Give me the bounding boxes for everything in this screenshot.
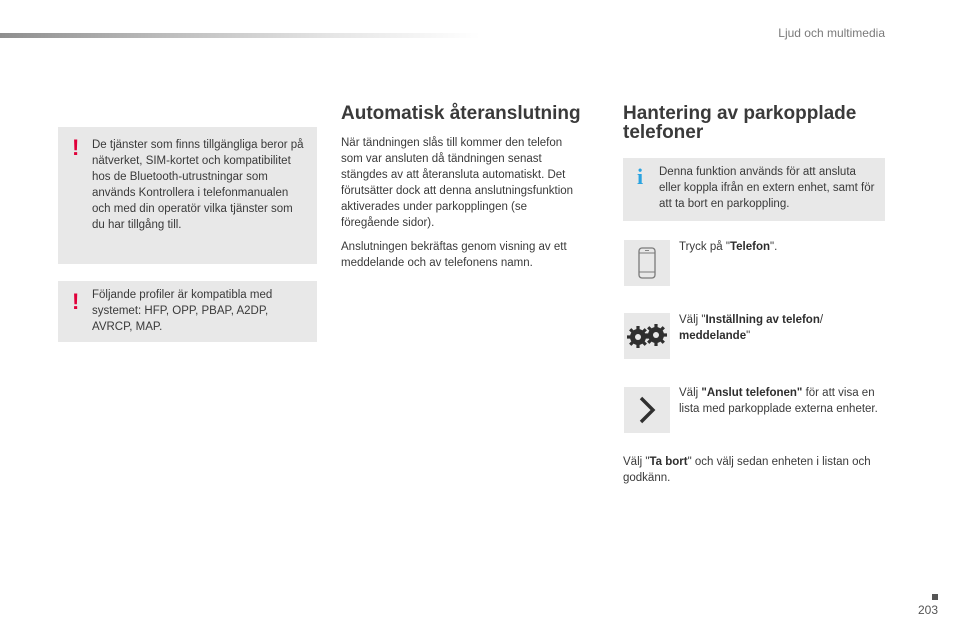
warning-note-text: Följande profiler är kompatibla med systemet: HFP, OPP, PBAP, A2DP, AVRCP, MAP. <box>92 289 273 333</box>
step-phone: Tryck på "Telefon". <box>679 241 778 253</box>
exclamation-icon: ! <box>72 289 80 314</box>
step-connect: Välj "Anslut telefonen" för att visa en lista med parkopplade externa enheter. <box>679 387 878 415</box>
page-number: 203 <box>917 603 938 617</box>
info-note <box>623 158 885 221</box>
auto-reconnect-confirmation: Anslutningen bekräftas genom visning av ett meddelande och av telefonens namn. <box>341 241 567 269</box>
header-gradient-bar <box>0 33 480 38</box>
info-note-text: Denna funktion används för att ansluta eller koppla ifrån en extern enhet, samt för att ta bort en parkoppling. <box>659 166 875 210</box>
step-delete: Välj "Ta bort" och välj sedan enheten i listan och godkänn. <box>623 456 871 484</box>
delete-label: Ta bort <box>649 456 688 468</box>
chevron-right-icon <box>624 387 670 433</box>
auto-reconnect-heading: Automatisk återanslutning <box>341 103 581 124</box>
page-marker <box>932 594 938 600</box>
manage-phones-heading: Hantering av parkopplade telefoner <box>623 103 857 143</box>
connect-label: "Anslut telefonen" <box>701 387 803 399</box>
warning-note <box>58 127 317 264</box>
phone-icon <box>624 240 670 286</box>
message-label: meddelande <box>679 330 747 342</box>
phone-label: Telefon <box>729 241 770 253</box>
step-settings: Välj "Inställning av telefon/ meddelande" <box>679 314 824 342</box>
section-title: Ljud och multimedia <box>778 26 885 40</box>
settings-label: Inställning av telefon <box>705 314 820 326</box>
auto-reconnect-paragraph: När tändningen slås till kommer den telefon som var ansluten då tändningen senast stängdes av att återansluta automatiskt. Det förutsätter dock att denna anslutningsfunktion aktiverades under parkopplingen (se föregående sidor). <box>341 137 574 229</box>
gears-icon <box>624 313 670 359</box>
info-icon: i <box>637 164 644 189</box>
exclamation-icon: ! <box>72 135 80 160</box>
warning-note-text: De tjänster som finns tillgängliga beror på nätverket, SIM-kortet och kompatibilitet hos de Bluetooth-utrustningar som används Kontrollera i telefonmanualen och med din operatör vilka tjänster som du har tillgång till. <box>92 139 304 231</box>
warning-note <box>58 281 317 342</box>
